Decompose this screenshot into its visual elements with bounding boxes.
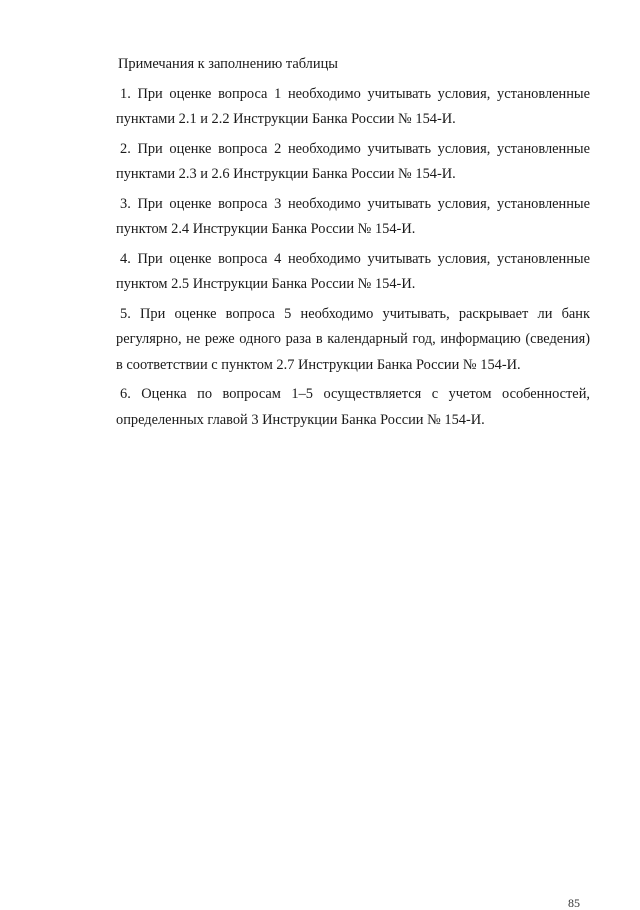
note-item-2: 2. При оценке вопроса 2 необходимо учитывать условия, установленные пунктами 2.3 и 2.6 Инструкции Банка России № 154-И.	[116, 140, 590, 182]
note-item-1: 1. При оценке вопроса 1 необходимо учитывать условия, установленные пунктами 2.1 и 2.2 Инструкции Банка России № 154-И.	[116, 85, 590, 127]
note-item-5: 5. При оценке вопроса 5 необходимо учитывать, раскрывает ли банк регулярно, не реже одного раза в календарный год, информацию (сведения) в соответствии с пунктом 2.7 Инструкции Банка России № 154-И.	[116, 305, 590, 373]
note-item-4: 4. При оценке вопроса 4 необходимо учитывать условия, установленные пунктом 2.5 Инструкции Банка России № 154-И.	[116, 250, 590, 292]
notes-heading: Примечания к заполнению таблицы	[118, 56, 338, 72]
note-item-3: 3. При оценке вопроса 3 необходимо учитывать условия, установленные пунктом 2.4 Инструкции Банка России № 154-И.	[116, 195, 590, 237]
page-number: 85	[568, 896, 580, 910]
notes-section	[116, 52, 590, 437]
note-item-6: 6. Оценка по вопросам 1–5 осуществляется с учетом особенностей, определенных главой 3 Инструкции Банка России № 154-И.	[116, 386, 590, 428]
